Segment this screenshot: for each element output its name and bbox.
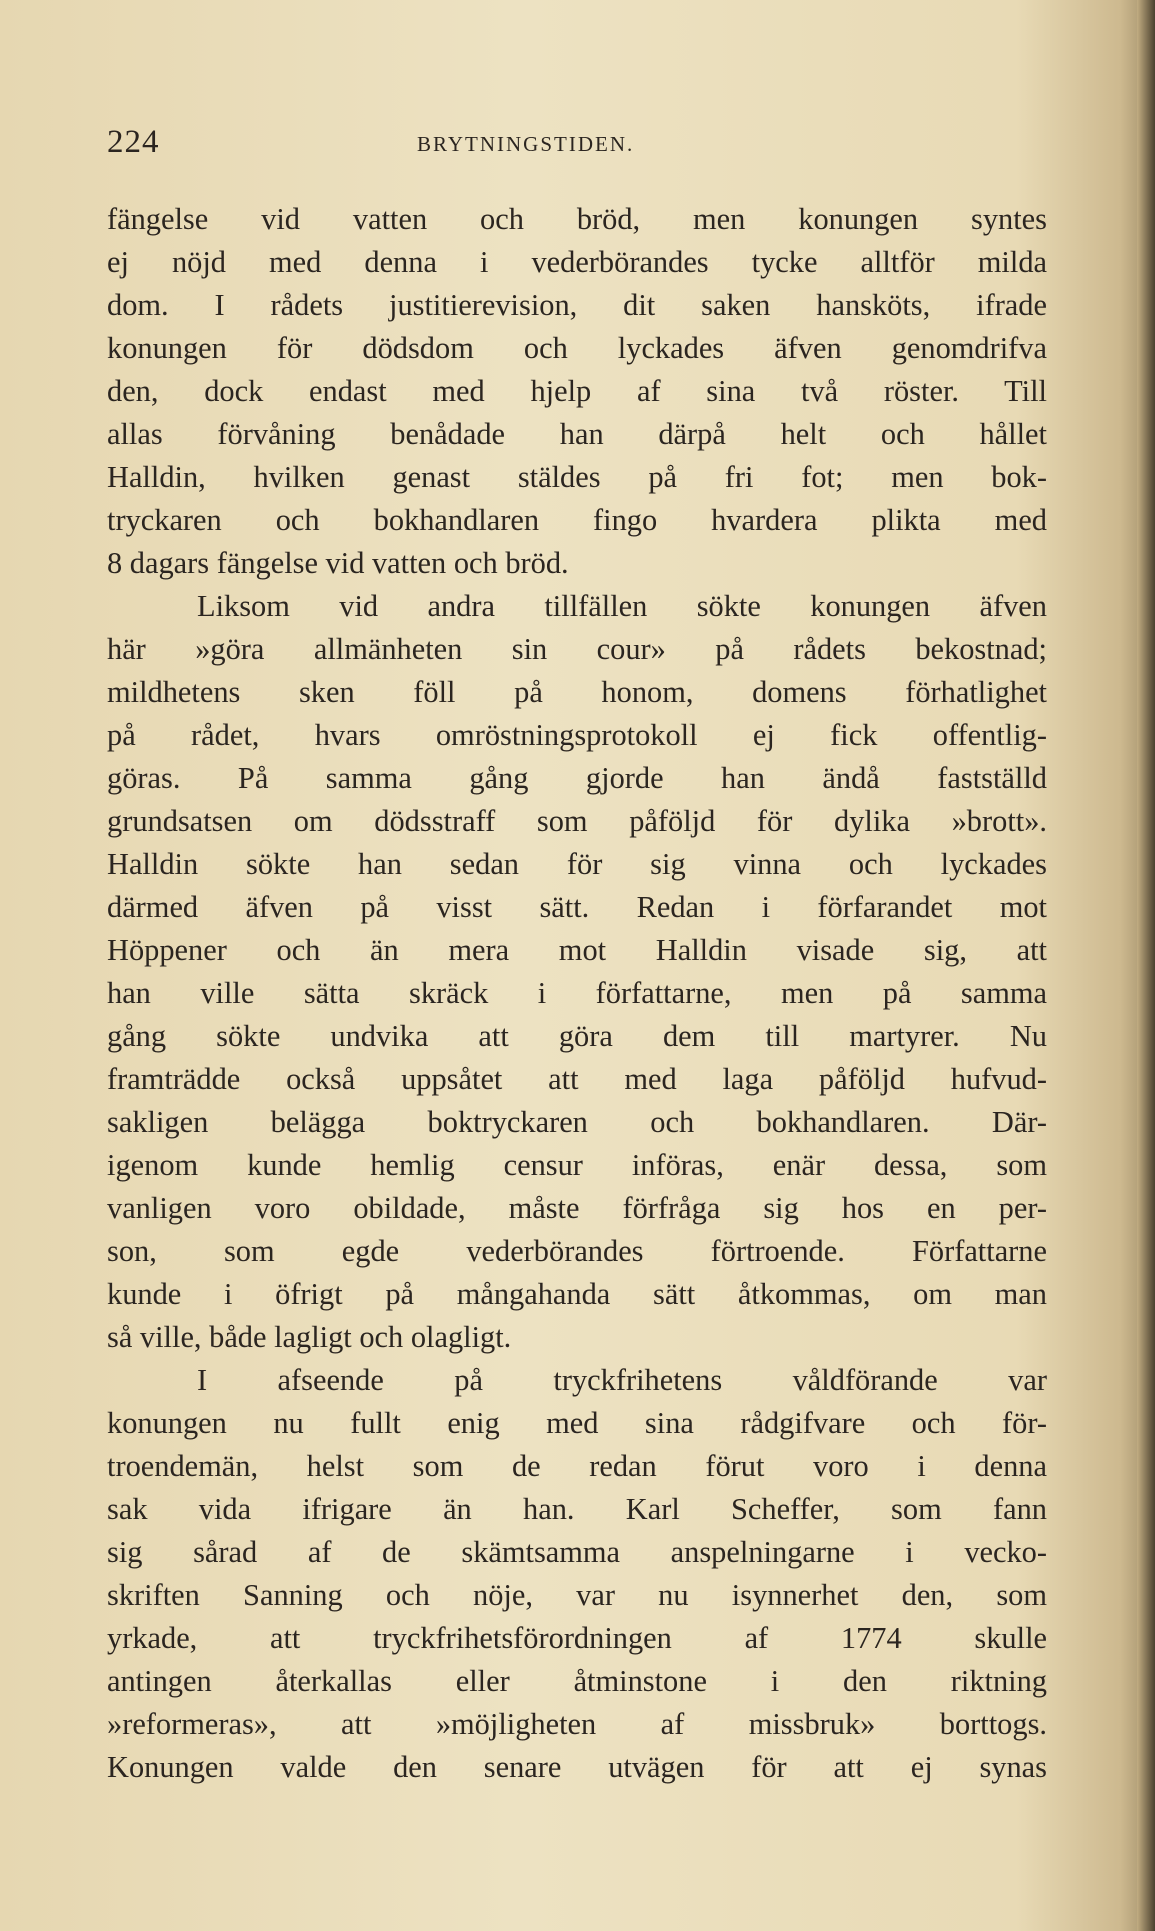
- text-line: den, dock endast med hjelp af sina två röster. Till: [107, 374, 1047, 408]
- paragraph-start-line: Liksom vid andra tillfällen sökte konungen äfven: [197, 589, 1047, 623]
- text-line: Höppener och än mera mot Halldin visade sig, att: [107, 933, 1047, 967]
- text-line: fängelse vid vatten och bröd, men konungen syntes: [107, 202, 1047, 236]
- page-header: [107, 124, 1047, 164]
- text-line: skriften Sanning och nöje, var nu isynnerhet den, som: [107, 1578, 1047, 1612]
- text-line: antingen återkallas eller åtminstone i den riktning: [107, 1664, 1047, 1698]
- text-line: tryckaren och bokhandlaren fingo hvardera plikta med: [107, 503, 1047, 537]
- text-line: troendemän, helst som de redan förut voro i denna: [107, 1449, 1047, 1483]
- text-line: gång sökte undvika att göra dem till martyrer. Nu: [107, 1019, 1047, 1053]
- page-number: 224: [107, 124, 160, 160]
- text-line: konungen för dödsdom och lyckades äfven genomdrifva: [107, 331, 1047, 365]
- text-line: sak vida ifrigare än han. Karl Scheffer, som fann: [107, 1492, 1047, 1526]
- text-line: vanligen voro obildade, måste förfråga sig hos en per-: [107, 1191, 1047, 1225]
- text-line: här »göra allmänheten sin cour» på rådets bekostnad;: [107, 632, 1047, 666]
- text-line: så ville, både lagligt och olagligt.: [107, 1320, 512, 1354]
- text-line: ej nöjd med denna i vederbörandes tycke alltför milda: [107, 245, 1047, 279]
- text-line: sig sårad af de skämtsamma anspelningarne i vecko-: [107, 1535, 1047, 1569]
- text-line: »reformeras», att »möjligheten af missbruk» borttogs.: [107, 1707, 1047, 1741]
- body-text: [107, 198, 1047, 1789]
- text-line: Halldin, hvilken genast stäldes på fri fot; men bok-: [107, 460, 1047, 494]
- text-line: 8 dagars fängelse vid vatten och bröd.: [107, 546, 569, 580]
- text-line: igenom kunde hemlig censur införas, enär dessa, som: [107, 1148, 1047, 1182]
- text-line: Konungen valde den senare utvägen för att ej synas: [107, 1750, 1047, 1784]
- text-line: dom. I rådets justitierevision, dit saken hansköts, ifrade: [107, 288, 1047, 322]
- text-line: framträdde också uppsåtet att med laga påföljd hufvud-: [107, 1062, 1047, 1096]
- text-line: sakligen belägga boktryckaren och bokhandlaren. Där-: [107, 1105, 1047, 1139]
- text-line: son, som egde vederbörandes förtroende. Författarne: [107, 1234, 1047, 1268]
- paragraph-start-line: I afseende på tryckfrihetens våldförande var: [197, 1363, 1047, 1397]
- text-line: yrkade, att tryckfrihetsförordningen af 1774 skulle: [107, 1621, 1047, 1655]
- text-line: mildhetens sken föll på honom, domens förhatlighet: [107, 675, 1047, 709]
- text-line: konungen nu fullt enig med sina rådgifvare och för-: [107, 1406, 1047, 1440]
- text-line: på rådet, hvars omröstningsprotokoll ej fick offentlig-: [107, 718, 1047, 752]
- text-line: allas förvåning benådade han därpå helt och hållet: [107, 417, 1047, 451]
- text-line: göras. På samma gång gjorde han ändå fastställd: [107, 761, 1047, 795]
- text-line: han ville sätta skräck i författarne, men på samma: [107, 976, 1047, 1010]
- running-head: BRYTNINGSTIDEN.: [417, 132, 635, 156]
- text-line: kunde i öfrigt på mångahanda sätt åtkommas, om man: [107, 1277, 1047, 1311]
- page-edge-shadow: [1137, 0, 1155, 1931]
- text-line: Halldin sökte han sedan för sig vinna och lyckades: [107, 847, 1047, 881]
- text-line: därmed äfven på visst sätt. Redan i förfarandet mot: [107, 890, 1047, 924]
- text-line: grundsatsen om dödsstraff som påföljd för dylika »brott».: [107, 804, 1047, 838]
